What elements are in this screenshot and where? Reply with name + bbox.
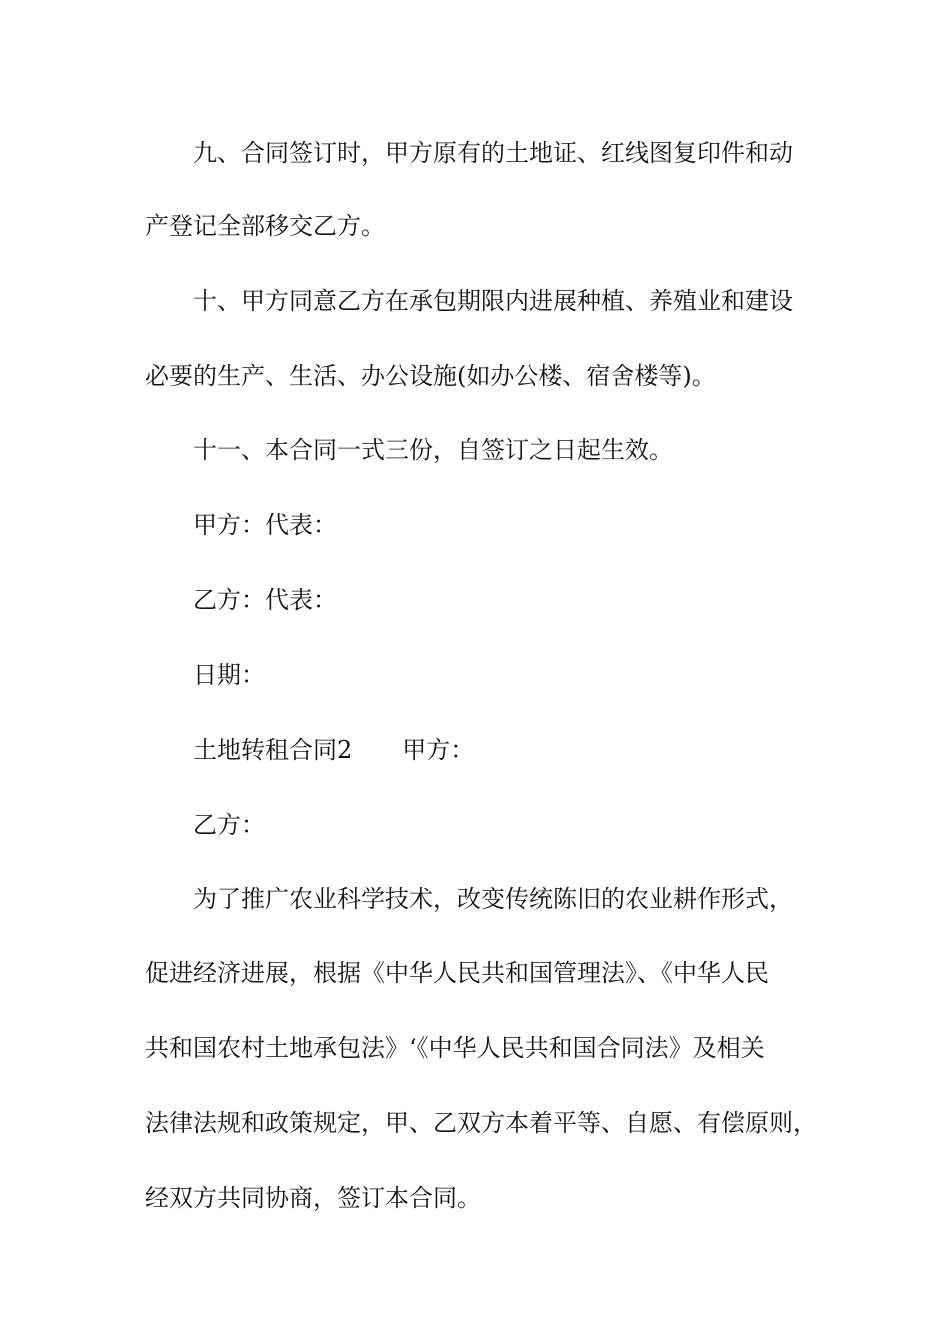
party-b-signature-line: 乙方：代表： xyxy=(193,586,337,614)
clause-9-line-1: 九、合同签订时，甲方原有的土地证、红线图复印件和动 xyxy=(193,139,793,167)
clause-10-line-2: 必要的生产、生活、办公设施(如办公楼、宿舍楼等)。 xyxy=(145,362,716,390)
preamble-line-4: 法律法规和政策规定，甲、乙双方本着平等、自愿、有偿原则， xyxy=(145,1109,817,1137)
contract-2-title: 土地转租合同2 xyxy=(193,736,353,764)
contract-2-heading-line xyxy=(193,734,474,766)
clause-11: 十一、本合同一式三份，自签订之日起生效。 xyxy=(193,436,673,464)
preamble-line-1: 为了推广农业科学技术，改变传统陈旧的农业耕作形式， xyxy=(193,885,793,913)
contract-2-party-a: 甲方： xyxy=(402,736,475,764)
preamble-line-2: 促进经济进展，根据《中华人民共和国管理法》、《中华人民 xyxy=(145,959,769,987)
clause-10-line-1: 十、甲方同意乙方在承包期限内进展种植、养殖业和建设 xyxy=(193,287,793,315)
contract-2-party-b: 乙方： xyxy=(193,811,265,839)
clause-9-line-2: 产登记全部移交乙方。 xyxy=(145,212,385,240)
preamble-line-3: 共和国农村土地承包法》‘《中华人民共和国合同法》及相关 xyxy=(145,1034,765,1062)
date-line: 日期： xyxy=(193,661,265,689)
party-a-signature-line: 甲方：代表： xyxy=(193,511,337,539)
preamble-line-5: 经双方共同协商，签订本合同。 xyxy=(145,1184,481,1212)
